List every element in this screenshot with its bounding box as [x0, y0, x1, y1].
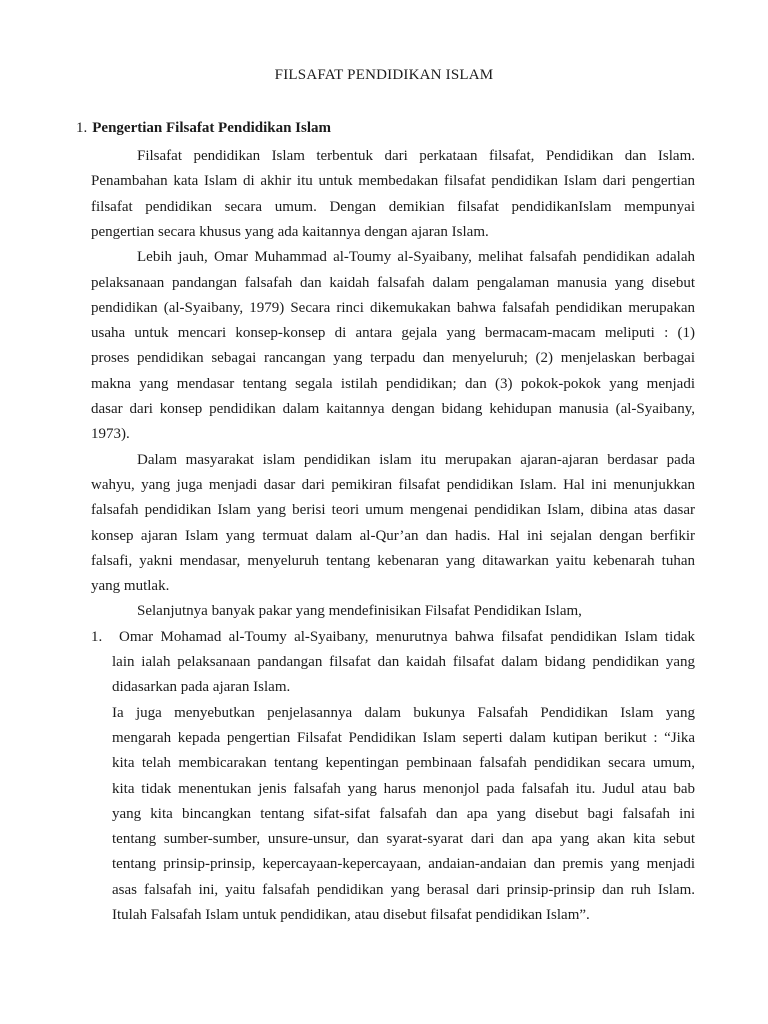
paragraph-line: pendidikan (al-Syaibany, 1979) Secara rinci dikemukakan bahwa falsafah pendidikan merupakan — [91, 299, 695, 316]
document-title: FILSAFAT PENDIDIKAN ISLAM — [274, 67, 494, 83]
paragraph-line: falsafi, yakni mendasar, menyeluruh tentang kebenaran yang ditawarkan yaitu kebenarah tuhan — [91, 552, 695, 569]
paragraph-line: wahyu, yang juga menjadi dasar dari pemikiran filsafat pendidikan Islam. Hal ini menunjukkan — [91, 476, 695, 493]
paragraph-line: yang mutlak. — [91, 578, 170, 595]
paragraph-line: Selanjutnya banyak pakar yang mendefinisikan Filsafat Pendidikan Islam, — [137, 603, 582, 620]
list-item-continuation-line: mengarah kepada pengertian Filsafat Pendidikan Islam seperti dalam kutipan berikut : “Jika — [112, 729, 695, 746]
list-item-line: didasarkan pada ajaran Islam. — [112, 679, 291, 696]
paragraph-line: proses pendidikan sebagai rancangan yang terpadu dan menyeluruh; (2) menjelaskan berbagai — [91, 350, 695, 367]
list-item-continuation-line: Itulah Falsafah Islam untuk pendidikan, atau disebut filsafat pendidikan Islam”. — [112, 907, 590, 923]
paragraph-line: konsep ajaran Islam yang termuat dalam al-Qur’an dan hadis. Hal ini sejalan dengan berfikir — [91, 527, 695, 544]
list-item-line: Omar Mohamad al-Toumy al-Syaibany, menurutnya bahwa filsafat pendidikan Islam tidak — [119, 628, 695, 645]
list-item-line: lain ialah pelaksanaan pandangan filsafat dan kaidah filsafat dalam bidang pendidikan yang — [112, 654, 695, 670]
list-item-continuation-line: tentang prinsip-prinsip, kepercayaan-kepercayaan, andaian-andaian dan premis yang menjadi — [112, 856, 695, 873]
paragraph-line: falsafah pendidikan Islam yang berisi teori umum mengenai pendidikan Islam, dibina atas dasar — [91, 502, 695, 519]
list-item-continuation-line: kita tidak menentukan jenis falsafah yang harus menonjol pada falsafah itu. Judul atau bab — [112, 780, 695, 797]
list-item-continuation-line: Ia juga menyebutkan penjelasannya dalam bukunya Falsafah Pendidikan Islam yang — [112, 704, 695, 721]
paragraph-line: dasar dari konsep pendidikan dalam kaitannya dengan bidang kehidupan manusia (al-Syaibany, — [91, 401, 695, 417]
section-heading — [76, 117, 331, 139]
list-item-continuation-line: yang kita bincangkan tentang sifat-sifat falsafah dan apa yang disebut bagi falsafah ini — [112, 805, 695, 822]
paragraph-line: 1973). — [91, 426, 130, 443]
paragraph-line: filsafat pendidikan secara umum. Dengan demikian filsafat pendidikanIslam mempunyai — [91, 198, 695, 215]
paragraph-line: pelaksanaan pandangan falsafah dan kaidah falsafah dalam pengalaman manusia yang disebut — [91, 274, 695, 291]
paragraph-line: Dalam masyarakat islam pendidikan islam itu merupakan ajaran-ajaran berdasar pada — [137, 451, 695, 468]
paragraph-line: Penambahan kata Islam di akhir itu untuk membedakan filsafat pendidikan Islam dari pengertian — [91, 173, 695, 190]
paragraph-line: Filsafat pendidikan Islam terbentuk dari perkataan filsafat, Pendidikan dan Islam. — [137, 148, 695, 164]
paragraph-line: Lebih jauh, Omar Muhammad al-Toumy al-Syaibany, melihat falsafah pendidikan adalah — [137, 249, 695, 266]
list-item-continuation-line: tentang sumber-sumber, unsure-unsur, dan syarat-syarat dari dan apa yang akan kita sebut — [112, 831, 695, 848]
paragraph-line: makna yang mendasar tentang segala istilah pendidikan; dan (3) pokok-pokok yang menjadi — [91, 375, 695, 392]
list-item-continuation-line: kita telah membicarakan tentang kepentingan pembinaan falsafah pendidikan secara umum, — [112, 755, 695, 772]
section-number: 1. — [76, 120, 88, 136]
paragraph-line: usaha untuk mencari konsep-konsep di antara gejala yang bermacam-macam meliputi : (1) — [91, 325, 695, 342]
list-item-number: 1. — [91, 628, 103, 645]
paragraph-line: pengertian secara khusus yang ada kaitannya dengan ajaran Islam. — [91, 223, 489, 240]
list-item-continuation-line: asas falsafah ini, yaitu falsafah pendidikan yang berasal dari prinsip-prinsip dan ruh Islam. — [112, 881, 695, 898]
section-heading-text: Pengertian Filsafat Pendidikan Islam — [92, 120, 332, 136]
